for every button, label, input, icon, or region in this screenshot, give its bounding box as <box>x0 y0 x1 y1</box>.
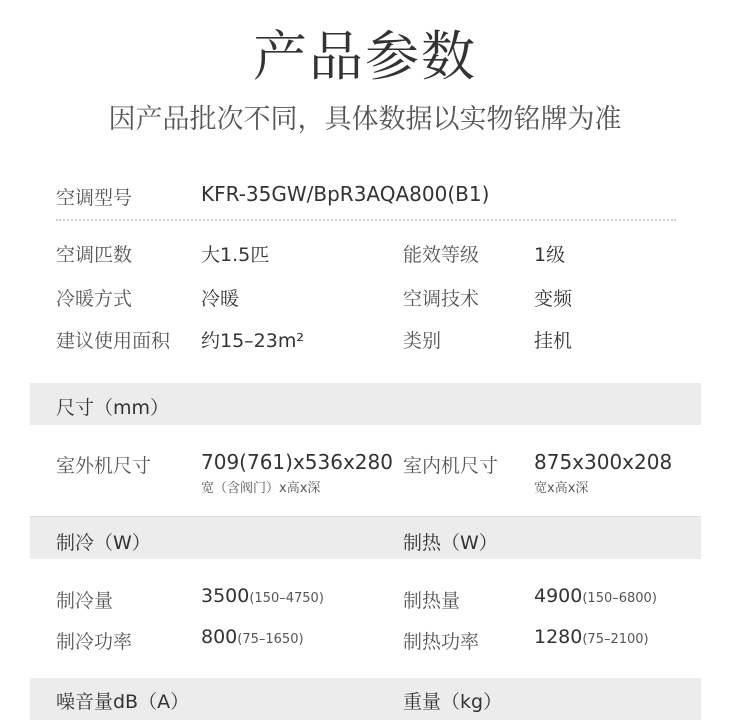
heating-capacity-range: (150–6800) <box>582 591 657 606</box>
page-subtitle: 因产品批次不同，具体数据以实物铭牌为准 <box>108 104 622 135</box>
cooling-capacity-range: (150–4750) <box>249 591 324 606</box>
model-label: 空调型号 <box>56 187 133 209</box>
efficiency-value: 1级 <box>534 244 566 266</box>
heating-power <box>534 626 649 648</box>
heating-capacity-label: 制热量 <box>403 590 461 612</box>
hp-value: 大1.5匹 <box>201 244 270 266</box>
cooling-capacity-label: 制冷量 <box>56 590 114 612</box>
type-value: 挂机 <box>534 330 573 352</box>
cooling-power-range: (75–1650) <box>237 632 304 647</box>
efficiency-label: 能效等级 <box>403 244 480 266</box>
tech-label: 空调技术 <box>403 288 480 310</box>
area-value: 约15–23m² <box>201 330 304 352</box>
mode-value: 冷暖 <box>201 288 240 310</box>
tech-value: 变频 <box>534 288 573 310</box>
heating-power-value: 1280 <box>534 626 583 648</box>
outdoor-size-value: 709(761)x536x280 <box>201 450 393 474</box>
type-label: 类别 <box>403 330 442 352</box>
outdoor-size-label: 室外机尺寸 <box>56 455 152 477</box>
dotted-divider <box>56 219 676 221</box>
hp-label: 空调匹数 <box>56 244 133 266</box>
heating-power-range: (75–2100) <box>582 632 649 647</box>
outdoor-size-note: 宽（含阀门）x高x深 <box>201 481 321 496</box>
noise-header: 噪音量dB（A） <box>56 691 190 713</box>
cooling-power-value: 800 <box>201 626 238 648</box>
page-title: 产品参数 <box>253 25 477 88</box>
indoor-size-label: 室内机尺寸 <box>403 455 499 477</box>
heating-power-label: 制热功率 <box>403 631 480 653</box>
indoor-size-value: 875x300x208 <box>534 450 673 474</box>
heating-header: 制热（W） <box>403 532 498 554</box>
weight-header: 重量（kg） <box>403 691 503 713</box>
heating-capacity-value: 4900 <box>534 585 583 607</box>
size-header: 尺寸（mm） <box>56 397 170 419</box>
cooling-capacity-value: 3500 <box>201 585 250 607</box>
cooling-power <box>201 626 304 648</box>
cooling-capacity <box>201 585 324 607</box>
model-value: KFR-35GW/BpR3AQA800(B1) <box>201 182 490 206</box>
mode-label: 冷暖方式 <box>56 288 133 310</box>
heating-capacity <box>534 585 657 607</box>
cooling-power-label: 制冷功率 <box>56 631 133 653</box>
indoor-size-note: 宽x高x深 <box>534 481 589 496</box>
cooling-header: 制冷（W） <box>56 532 151 554</box>
area-label: 建议使用面积 <box>56 330 171 352</box>
